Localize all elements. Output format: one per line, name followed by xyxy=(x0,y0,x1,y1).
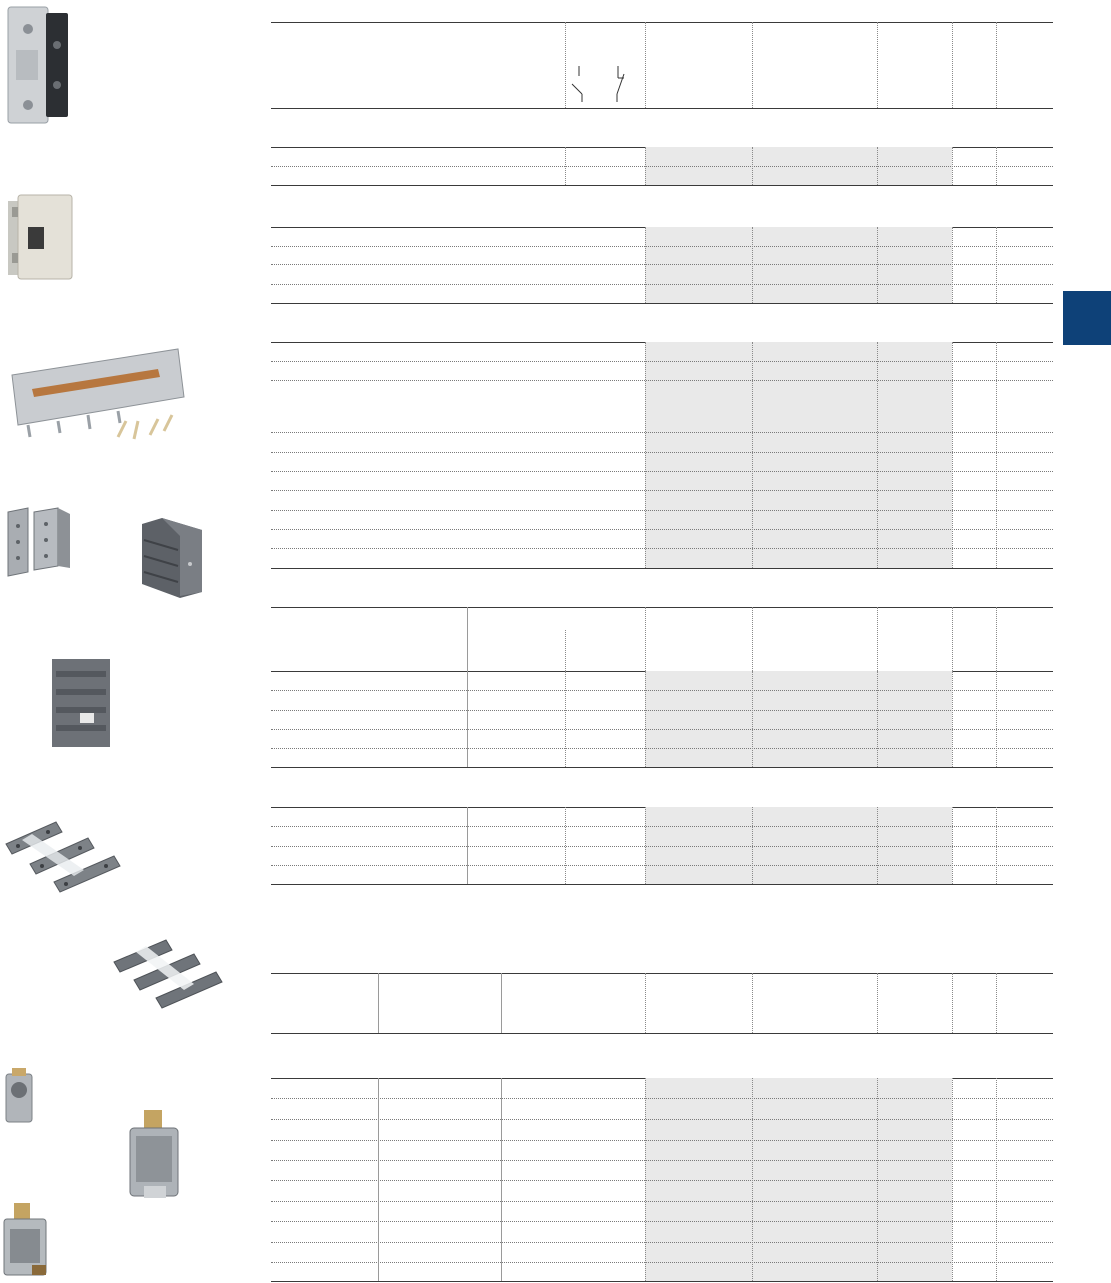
row-divider xyxy=(271,846,1053,847)
column-divider xyxy=(752,607,753,671)
shaded-price-column xyxy=(645,671,952,767)
row-divider xyxy=(271,284,1053,285)
column-divider xyxy=(877,973,878,1033)
link-connector-three-pole-photo xyxy=(4,818,122,896)
column-divider xyxy=(996,1078,997,1281)
table-rule xyxy=(271,973,1053,974)
column-divider xyxy=(752,227,753,303)
column-divider xyxy=(645,1078,646,1281)
column-divider xyxy=(996,342,997,568)
row-divider xyxy=(271,690,1053,691)
table-rule xyxy=(271,1033,1053,1034)
row-divider xyxy=(271,361,1053,362)
column-divider xyxy=(952,1078,953,1281)
row-divider xyxy=(271,1180,1053,1181)
column-divider xyxy=(952,22,953,108)
row-divider xyxy=(271,865,1053,866)
column-divider xyxy=(877,342,878,568)
row-divider xyxy=(271,1160,1053,1161)
row-divider xyxy=(271,748,1053,749)
column-divider xyxy=(877,807,878,884)
column-divider xyxy=(378,973,379,1033)
column-divider xyxy=(996,973,997,1033)
column-divider xyxy=(996,22,997,108)
cable-clamp-round-photo xyxy=(4,1068,34,1126)
column-divider xyxy=(645,973,646,1033)
row-divider xyxy=(271,1242,1053,1243)
table-rule xyxy=(271,1281,1053,1282)
row-divider xyxy=(271,432,1053,433)
row-divider xyxy=(271,471,1053,472)
table-rule xyxy=(271,568,1053,569)
shaded-price-column xyxy=(645,227,952,303)
column-divider xyxy=(752,671,753,767)
column-divider xyxy=(752,1078,753,1281)
row-divider xyxy=(271,826,1053,827)
row-divider xyxy=(271,1098,1053,1099)
column-divider xyxy=(565,147,566,185)
table-rule xyxy=(271,767,1053,768)
column-divider xyxy=(752,147,753,185)
column-divider xyxy=(565,807,566,884)
column-divider xyxy=(645,671,646,767)
interlock-module-photo xyxy=(8,193,74,283)
column-divider xyxy=(752,22,753,108)
row-divider xyxy=(271,1119,1053,1120)
column-divider xyxy=(501,973,502,1033)
row-divider xyxy=(271,710,1053,711)
column-divider xyxy=(952,671,953,767)
table-rule xyxy=(271,185,1053,186)
row-divider xyxy=(271,1201,1053,1202)
auxiliary-contact-block-photo xyxy=(6,5,70,125)
column-divider xyxy=(952,147,953,185)
column-divider xyxy=(501,1078,502,1281)
column-divider xyxy=(996,227,997,303)
row-divider xyxy=(271,264,1053,265)
box-terminal-small-photo xyxy=(2,1203,48,1281)
row-divider xyxy=(271,1262,1053,1263)
shaded-price-column xyxy=(645,342,952,568)
column-divider xyxy=(565,22,566,108)
row-divider xyxy=(271,1140,1053,1141)
column-divider xyxy=(752,342,753,568)
link-connector-three-pole-clear-photo xyxy=(112,932,224,1014)
side-mounting-brackets-photo xyxy=(4,506,72,576)
column-divider xyxy=(645,607,646,671)
column-divider xyxy=(752,807,753,884)
table-rule xyxy=(271,884,1053,885)
row-divider xyxy=(271,490,1053,491)
column-divider xyxy=(996,807,997,884)
row-divider xyxy=(271,529,1053,530)
column-divider xyxy=(378,1078,379,1281)
table-rule xyxy=(271,303,1053,304)
terminal-cover-photo xyxy=(50,657,112,749)
row-divider xyxy=(271,246,1053,247)
column-divider xyxy=(565,671,566,767)
busbar-bridge-kit-photo xyxy=(8,345,188,445)
row-divider xyxy=(271,166,1053,167)
box-terminal-large-photo xyxy=(126,1110,182,1202)
table-rule xyxy=(271,108,1053,109)
column-divider xyxy=(996,607,997,671)
column-divider xyxy=(952,607,953,671)
row-divider xyxy=(271,729,1053,730)
column-divider xyxy=(467,607,468,671)
column-divider xyxy=(877,671,878,767)
column-divider xyxy=(752,973,753,1033)
column-divider xyxy=(952,227,953,303)
column-divider xyxy=(467,807,468,884)
section-tab-marker xyxy=(1063,291,1111,345)
table-rule xyxy=(271,22,1053,23)
normally-closed-contact-icon xyxy=(612,64,630,104)
column-divider xyxy=(645,227,646,303)
row-divider xyxy=(271,452,1053,453)
terminal-shroud-photo xyxy=(140,516,204,598)
column-divider xyxy=(952,342,953,568)
row-divider xyxy=(271,548,1053,549)
column-divider xyxy=(645,807,646,884)
column-divider xyxy=(565,630,566,671)
table-rule xyxy=(271,607,1053,608)
column-divider xyxy=(877,227,878,303)
column-divider xyxy=(996,147,997,185)
normally-open-contact-icon xyxy=(570,64,588,104)
row-divider xyxy=(271,1221,1053,1222)
column-divider xyxy=(877,1078,878,1281)
column-divider xyxy=(877,22,878,108)
column-divider xyxy=(877,147,878,185)
column-divider xyxy=(952,973,953,1033)
column-divider xyxy=(877,607,878,671)
column-divider xyxy=(645,22,646,108)
column-divider xyxy=(467,671,468,767)
column-divider xyxy=(952,807,953,884)
row-divider xyxy=(271,380,1053,381)
column-divider xyxy=(645,147,646,185)
row-divider xyxy=(271,510,1053,511)
column-divider xyxy=(996,671,997,767)
column-divider xyxy=(645,342,646,568)
